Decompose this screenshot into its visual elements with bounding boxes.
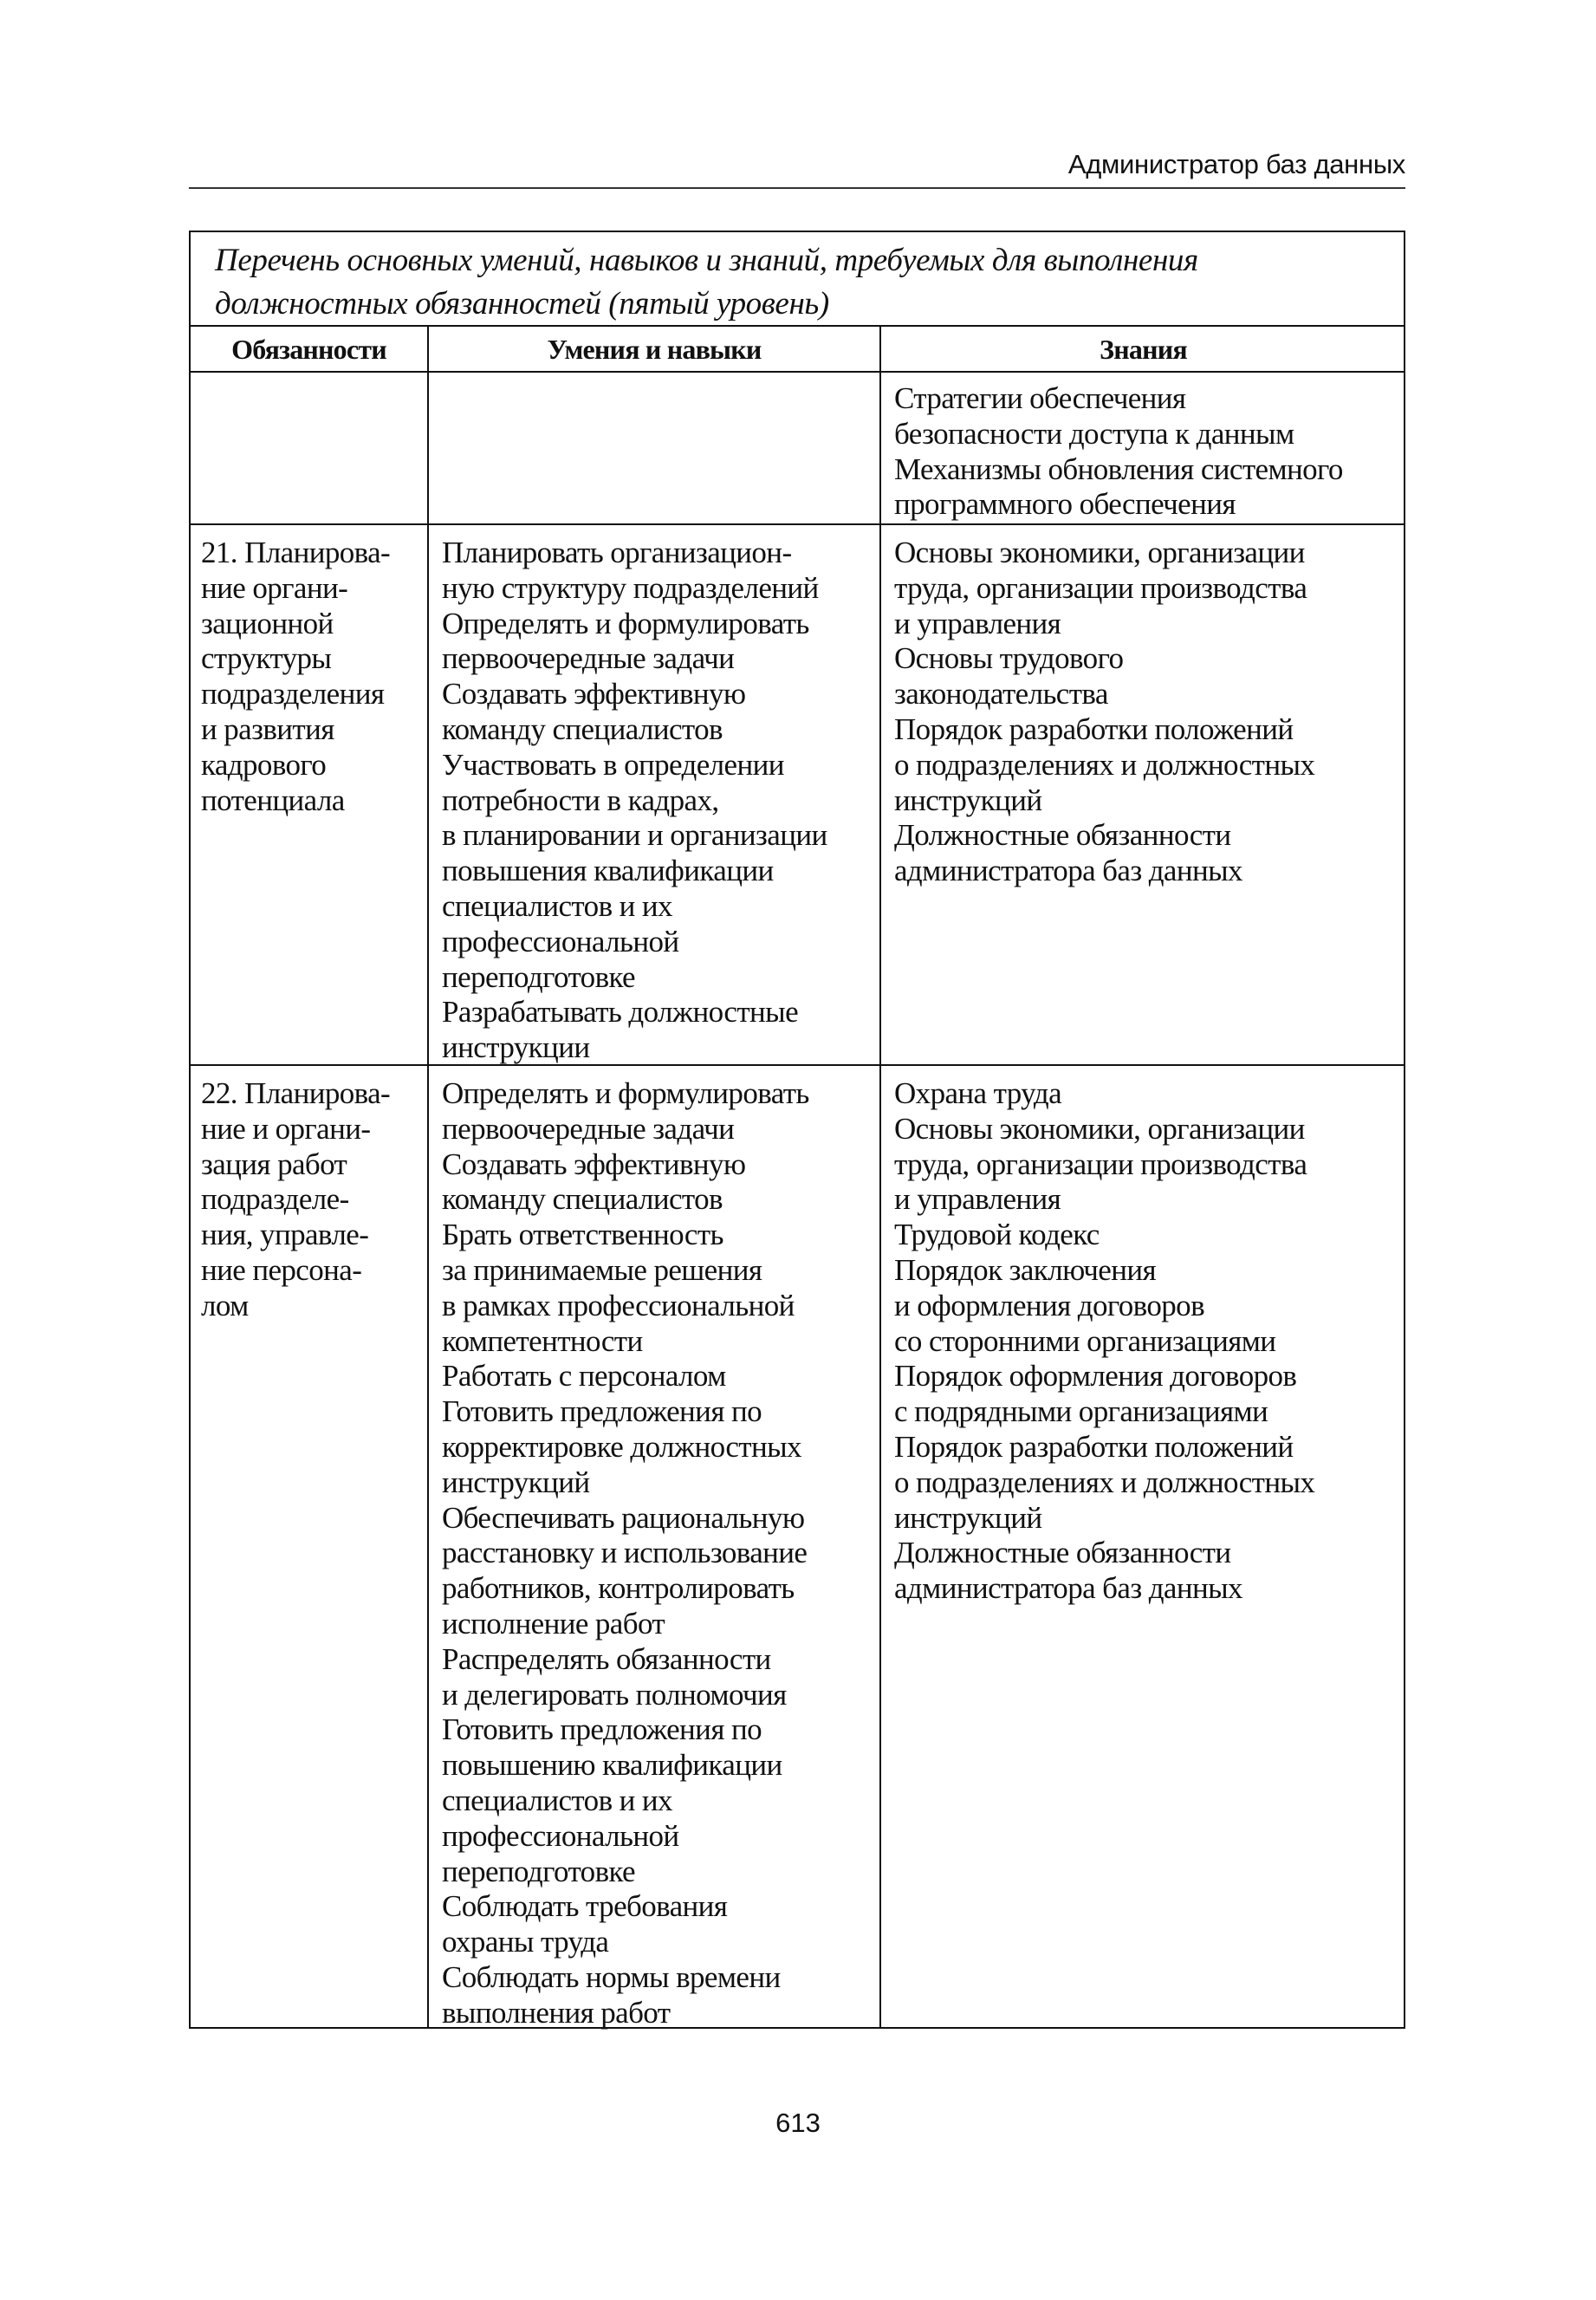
cell-line: Планировать организацион- <box>442 536 792 569</box>
cell-line: и развития <box>201 711 334 746</box>
cell-line: кадрового <box>201 747 327 782</box>
cell-line: Должностные обязанности <box>894 818 1231 853</box>
cell-line: ние персона- <box>201 1252 362 1287</box>
cell-line: инструкций <box>894 783 1042 817</box>
cell-line: с подрядными организациями <box>894 1394 1268 1429</box>
cell-line: работников, контролировать <box>442 1571 795 1606</box>
cell-line: Порядок разработки положений <box>894 1429 1294 1464</box>
cell-line: команду специалистов <box>442 1182 723 1217</box>
column-header-knowledge: Знания <box>1100 334 1187 365</box>
cell-line: специалистов и их <box>442 888 672 923</box>
cell-line: структуры <box>201 641 332 676</box>
cell-line: и управления <box>894 1182 1061 1217</box>
cell-line: Трудовой кодекс <box>894 1218 1100 1252</box>
cell-line: Обеспечивать рациональную <box>442 1500 805 1535</box>
cell-line: специалистов и их <box>442 1783 672 1817</box>
cell-line: 22. Планирова- <box>201 1076 391 1110</box>
cell-line: Охрана труда <box>894 1076 1062 1110</box>
cell-line: Стратегии обеспечения <box>894 381 1186 415</box>
cell-line: переподготовке <box>442 959 635 994</box>
cell-duty <box>201 536 390 818</box>
cell-line: Участвовать в определении <box>442 747 784 782</box>
cell-line: Брать ответственность <box>442 1218 723 1252</box>
cell-line: Создавать эффективную <box>442 1147 746 1181</box>
cell-line: повышению квалификации <box>442 1748 782 1783</box>
cell-line: труда, организации производства <box>894 1147 1307 1181</box>
column-header-duties: Обязанности <box>231 334 386 365</box>
cell-line: ния, управле- <box>201 1218 369 1252</box>
divider <box>427 325 429 2027</box>
header-rule <box>189 187 1405 189</box>
cell-line: профессиональной <box>442 924 679 958</box>
cell-line: и оформления договоров <box>894 1288 1204 1322</box>
cell-line: повышения квалификации <box>442 854 774 888</box>
cell-line: Основы трудового <box>894 641 1124 676</box>
cell-line: Соблюдать требования <box>442 1889 728 1924</box>
cell-line: корректировке должностных <box>442 1429 801 1464</box>
cell-line: инструкций <box>442 1465 590 1499</box>
table-title: Перечень основных умений, навыков и знаний, требуемых для выполнения должностных обязанностей (пятый уровень) <box>215 243 1198 322</box>
cell-line: со сторонними организациями <box>894 1323 1276 1358</box>
cell-line: исполнение работ <box>442 1606 665 1641</box>
cell-line: Готовить предложения по <box>442 1712 762 1747</box>
cell-knowledge <box>894 536 1314 889</box>
column-header-skills: Умения и навыки <box>547 334 762 365</box>
cell-line: подразделения <box>201 677 385 711</box>
divider <box>879 325 881 2027</box>
cell-line: и управления <box>894 606 1061 640</box>
cell-line: и делегировать полномочия <box>442 1677 787 1712</box>
skills-table <box>189 231 1405 2029</box>
cell-duty <box>201 1076 390 1324</box>
running-header: Администратор баз данных <box>1067 149 1405 179</box>
cell-line: подразделе- <box>201 1182 349 1217</box>
cell-skills <box>442 1076 809 2031</box>
cell-line: Должностные обязанности <box>894 1536 1231 1570</box>
cell-line: в рамках профессиональной <box>442 1288 795 1322</box>
cell-line: охраны труда <box>442 1925 609 1959</box>
cell-line: потенциала <box>201 783 345 817</box>
cell-line: за принимаемые решения <box>442 1252 762 1287</box>
cell-line: Соблюдать нормы времени <box>442 1959 781 1994</box>
cell-line: первоочередные задачи <box>442 1111 735 1146</box>
cell-line: инструкции <box>442 1030 590 1065</box>
cell-line: Создавать эффективную <box>442 677 746 711</box>
cell-line: ную структуру подразделений <box>442 570 819 605</box>
cell-knowledge <box>894 381 1343 523</box>
cell-line: зация работ <box>201 1147 347 1181</box>
cell-line: труда, организации производства <box>894 570 1307 605</box>
cell-line: о подразделениях и должностных <box>894 1465 1315 1499</box>
cell-line: Готовить предложения по <box>442 1394 762 1429</box>
divider <box>191 523 1404 525</box>
cell-line: программного обеспечения <box>894 487 1236 522</box>
cell-line: ние и органи- <box>201 1111 371 1146</box>
cell-knowledge <box>894 1076 1314 1607</box>
cell-line: Определять и формулировать <box>442 1076 809 1110</box>
cell-line: Порядок оформления договоров <box>894 1359 1297 1394</box>
cell-line: компетентности <box>442 1323 643 1358</box>
cell-skills <box>442 536 827 1066</box>
page-number: 613 <box>775 2108 821 2138</box>
cell-line: о подразделениях и должностных <box>894 747 1315 782</box>
cell-line: администратора баз данных <box>894 1571 1242 1606</box>
cell-line: команду специалистов <box>442 711 723 746</box>
cell-line: лом <box>201 1288 249 1322</box>
cell-line: расстановку и использование <box>442 1536 808 1570</box>
cell-line: ние органи- <box>201 570 348 605</box>
cell-line: Работать с персоналом <box>442 1359 726 1394</box>
cell-line: Механизмы обновления системного <box>894 452 1343 486</box>
cell-line: инструкций <box>894 1500 1042 1535</box>
cell-line: Основы экономики, организации <box>894 536 1305 569</box>
cell-line: Основы экономики, организации <box>894 1111 1305 1146</box>
cell-line: 21. Планирова- <box>201 536 391 569</box>
cell-line: переподготовке <box>442 1854 635 1888</box>
cell-line: администратора баз данных <box>894 854 1242 888</box>
cell-line: Разрабатывать должностные <box>442 995 799 1030</box>
cell-line: зационной <box>201 606 334 640</box>
cell-line: законодательства <box>894 677 1108 711</box>
cell-line: профессиональной <box>442 1818 679 1853</box>
cell-line: безопасности доступа к данным <box>894 416 1294 451</box>
cell-line: Определять и формулировать <box>442 606 809 640</box>
cell-line: в планировании и организации <box>442 818 827 853</box>
cell-line: потребности в кадрах, <box>442 783 719 817</box>
cell-line: первоочередные задачи <box>442 641 735 676</box>
cell-line: выполнения работ <box>442 1995 671 2030</box>
cell-line: Порядок заключения <box>894 1252 1156 1287</box>
cell-line: Распределять обязанности <box>442 1641 771 1676</box>
cell-line: Порядок разработки положений <box>894 711 1294 746</box>
